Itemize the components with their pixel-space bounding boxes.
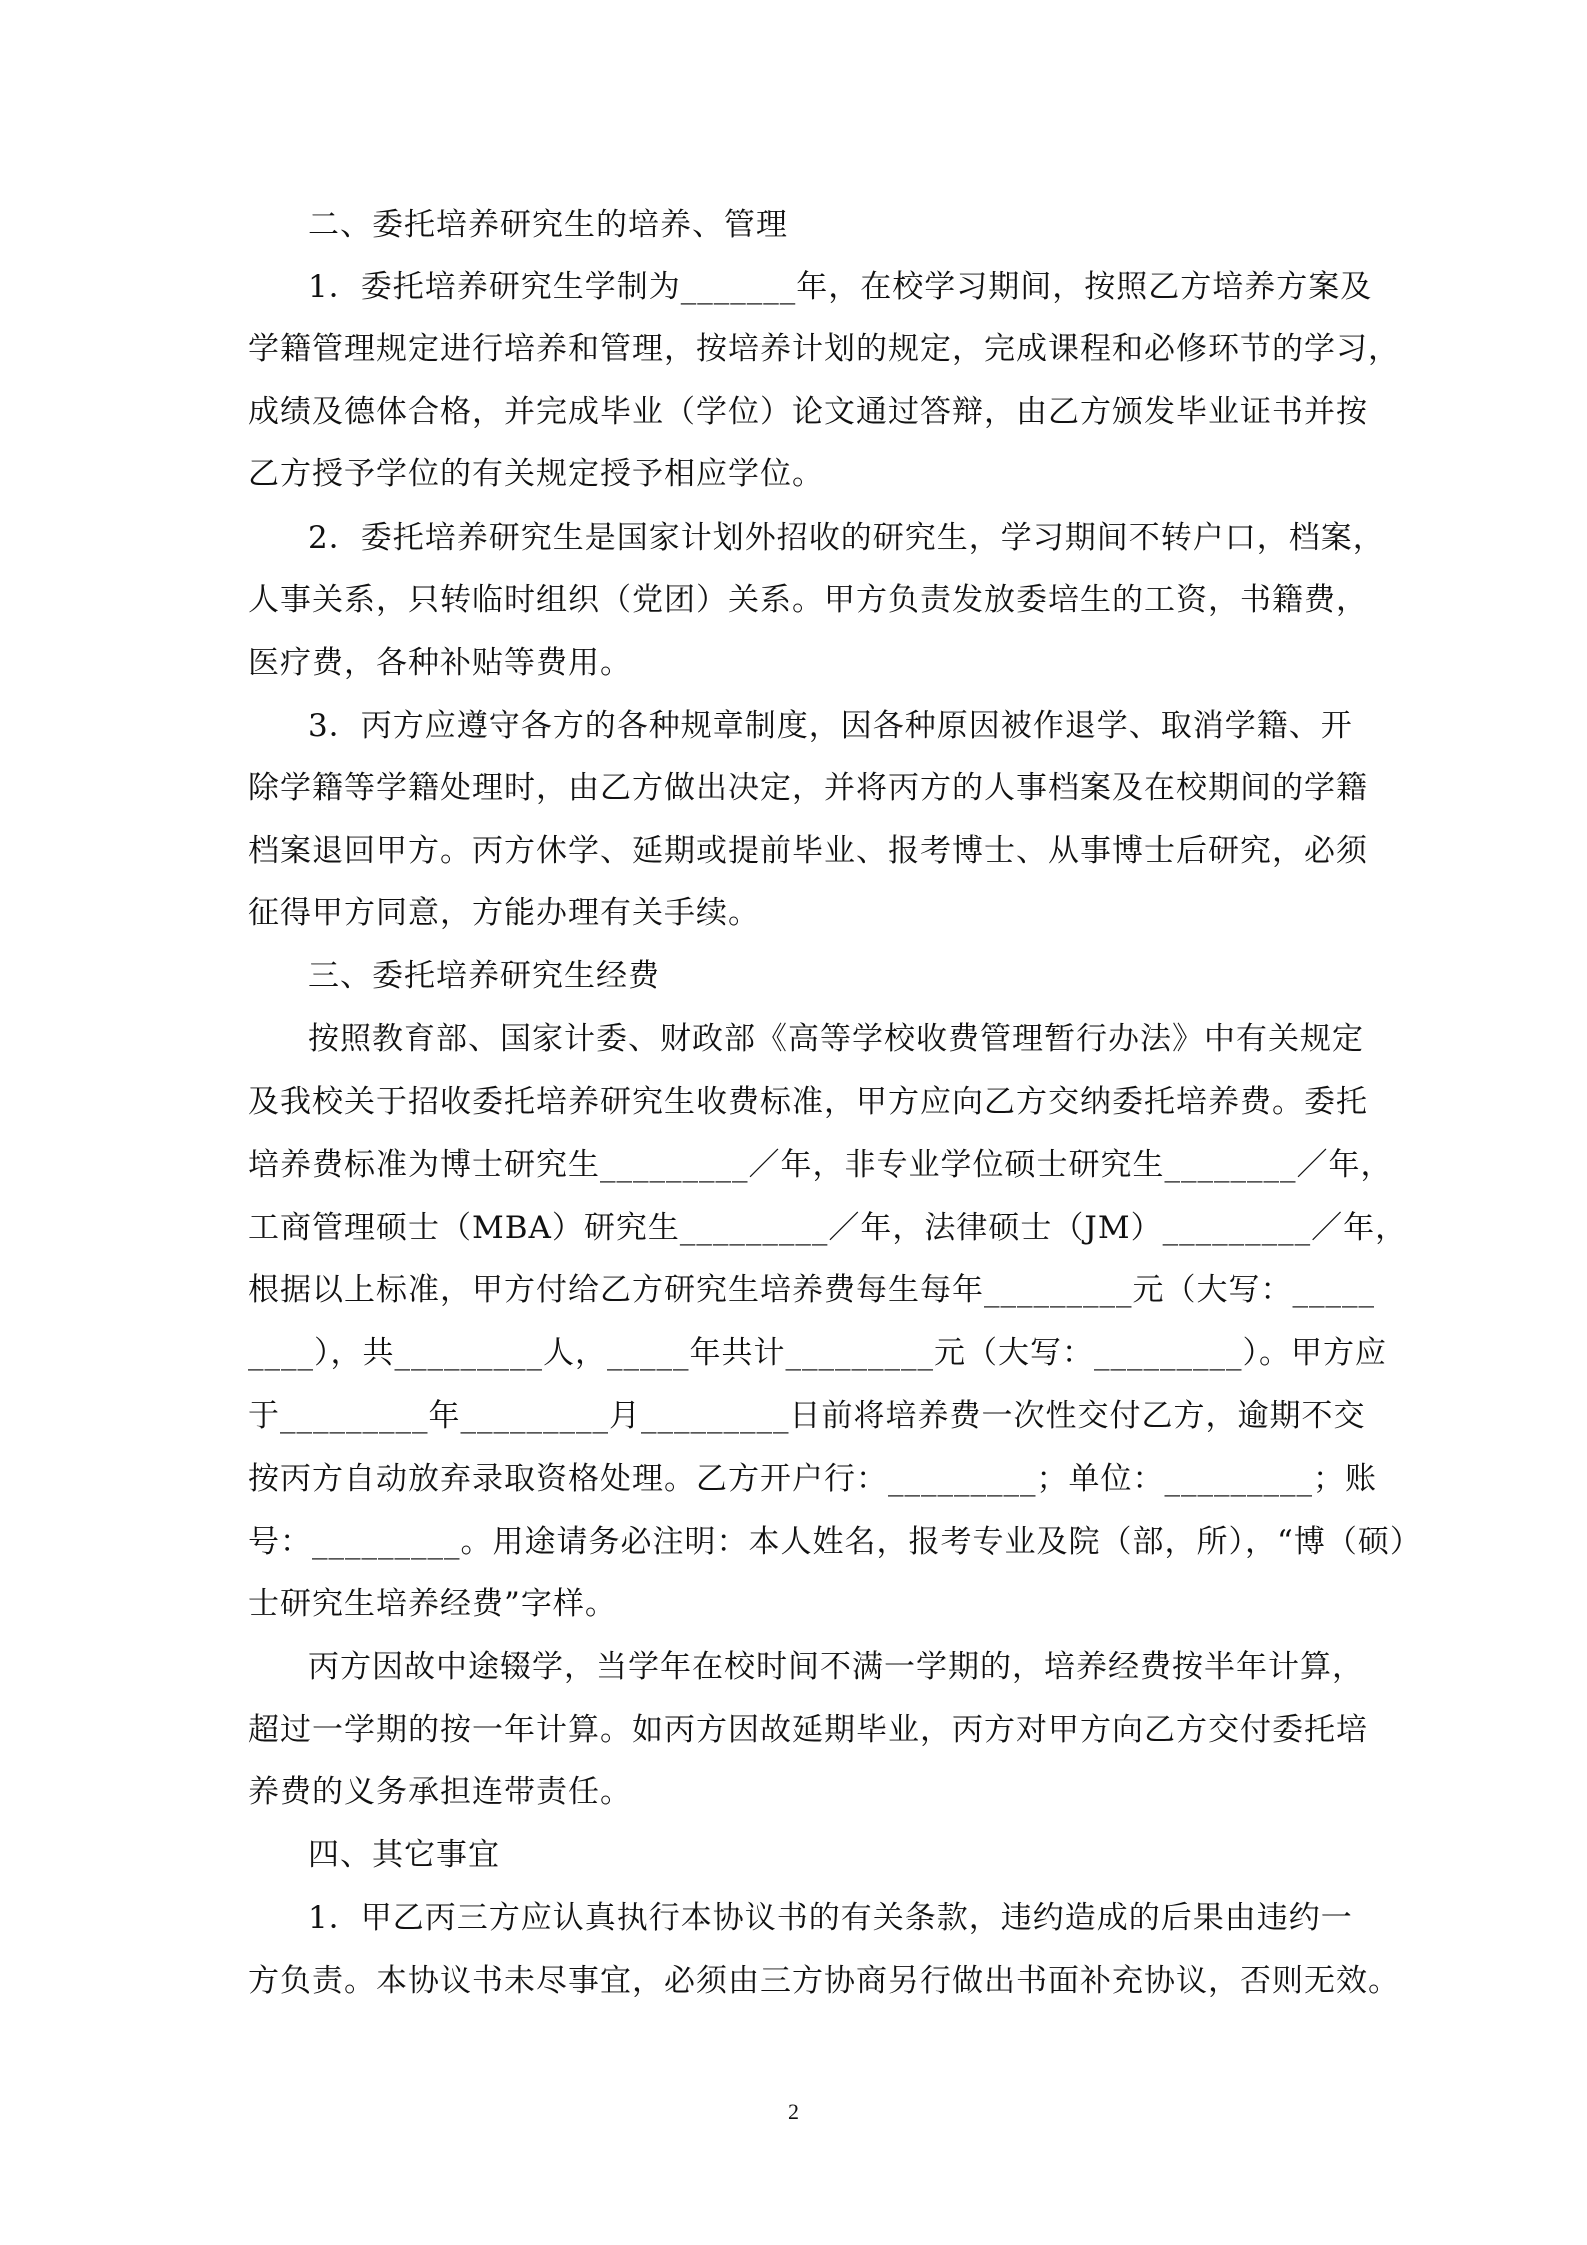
heading-section-4: 四、其它事宜	[308, 1837, 500, 1873]
paragraph-line: 除学籍等学籍处理时，由乙方做出决定，并将丙方的人事档案及在校期间的学籍	[248, 770, 1368, 806]
paragraph-line: 1．委托培养研究生学制为_______年，在校学习期间，按照乙方培养方案及	[308, 269, 1373, 305]
page-number: 2	[788, 2099, 799, 2124]
paragraph-line: 于_________年_________月_________日前将培养费一次性交付乙方，逾期不交	[248, 1398, 1366, 1434]
paragraph-line: 根据以上标准，甲方付给乙方研究生培养费每生每年_________元（大写：_____	[248, 1272, 1375, 1308]
paragraph-line: 征得甲方同意，方能办理有关手续。	[248, 895, 760, 931]
paragraph-line: 养费的义务承担连带责任。	[248, 1774, 632, 1810]
heading-section-3: 三、委托培养研究生经费	[308, 958, 660, 994]
paragraph-line: 2．委托培养研究生是国家计划外招收的研究生，学习期间不转户口，档案，	[308, 520, 1385, 556]
paragraph-line: 工商管理硕士（MBA）研究生_________／年，法律硕士（JM）_________／年，	[248, 1210, 1408, 1246]
paragraph-line: 医疗费，各种补贴等费用。	[248, 645, 632, 681]
paragraph-line: 学籍管理规定进行培养和管理，按培养计划的规定，完成课程和必修环节的学习，	[248, 331, 1400, 367]
paragraph-line: 档案退回甲方。丙方休学、延期或提前毕业、报考博士、从事博士后研究，必须	[248, 833, 1368, 869]
paragraph-line: 人事关系，只转临时组织（党团）关系。甲方负责发放委培生的工资，书籍费，	[248, 582, 1368, 618]
paragraph-line: 超过一学期的按一年计算。如丙方因故延期毕业，丙方对甲方向乙方交付委托培	[248, 1712, 1368, 1748]
heading-section-2: 二、委托培养研究生的培养、管理	[308, 207, 788, 243]
paragraph-line: 培养费标准为博士研究生_________／年，非专业学位硕士研究生________／年，	[248, 1147, 1393, 1183]
paragraph-line: 按照教育部、国家计委、财政部《高等学校收费管理暂行办法》中有关规定	[308, 1021, 1364, 1057]
paragraph-line: 按丙方自动放弃录取资格处理。乙方开户行：_________；单位：_________；账	[248, 1461, 1377, 1497]
paragraph-line: 成绩及德体合格，并完成毕业（学位）论文通过答辩，由乙方颁发毕业证书并按	[248, 394, 1368, 430]
paragraph-line: 及我校关于招收委托培养研究生收费标准，甲方应向乙方交纳委托培养费。委托	[248, 1084, 1368, 1120]
paragraph-line: 号：_________。用途请务必注明：本人姓名，报考专业及院（部，所），“博（硕）	[248, 1524, 1422, 1560]
paragraph-line: 丙方因故中途辍学，当学年在校时间不满一学期的，培养经费按半年计算，	[308, 1649, 1364, 1685]
paragraph-line: 士研究生培养经费”字样。	[248, 1586, 617, 1622]
paragraph-line: 1．甲乙丙三方应认真执行本协议书的有关条款，违约造成的后果由违约一	[308, 1900, 1353, 1936]
paragraph-line: 3．丙方应遵守各方的各种规章制度，因各种原因被作退学、取消学籍、开	[308, 708, 1353, 744]
paragraph-line: ____），共_________人，_____年共计_________元（大写：_________）。甲方应	[248, 1335, 1387, 1371]
paragraph-line: 方负责。本协议书未尽事宜，必须由三方协商另行做出书面补充协议，否则无效。	[248, 1963, 1400, 1999]
paragraph-line: 乙方授予学位的有关规定授予相应学位。	[248, 456, 824, 492]
